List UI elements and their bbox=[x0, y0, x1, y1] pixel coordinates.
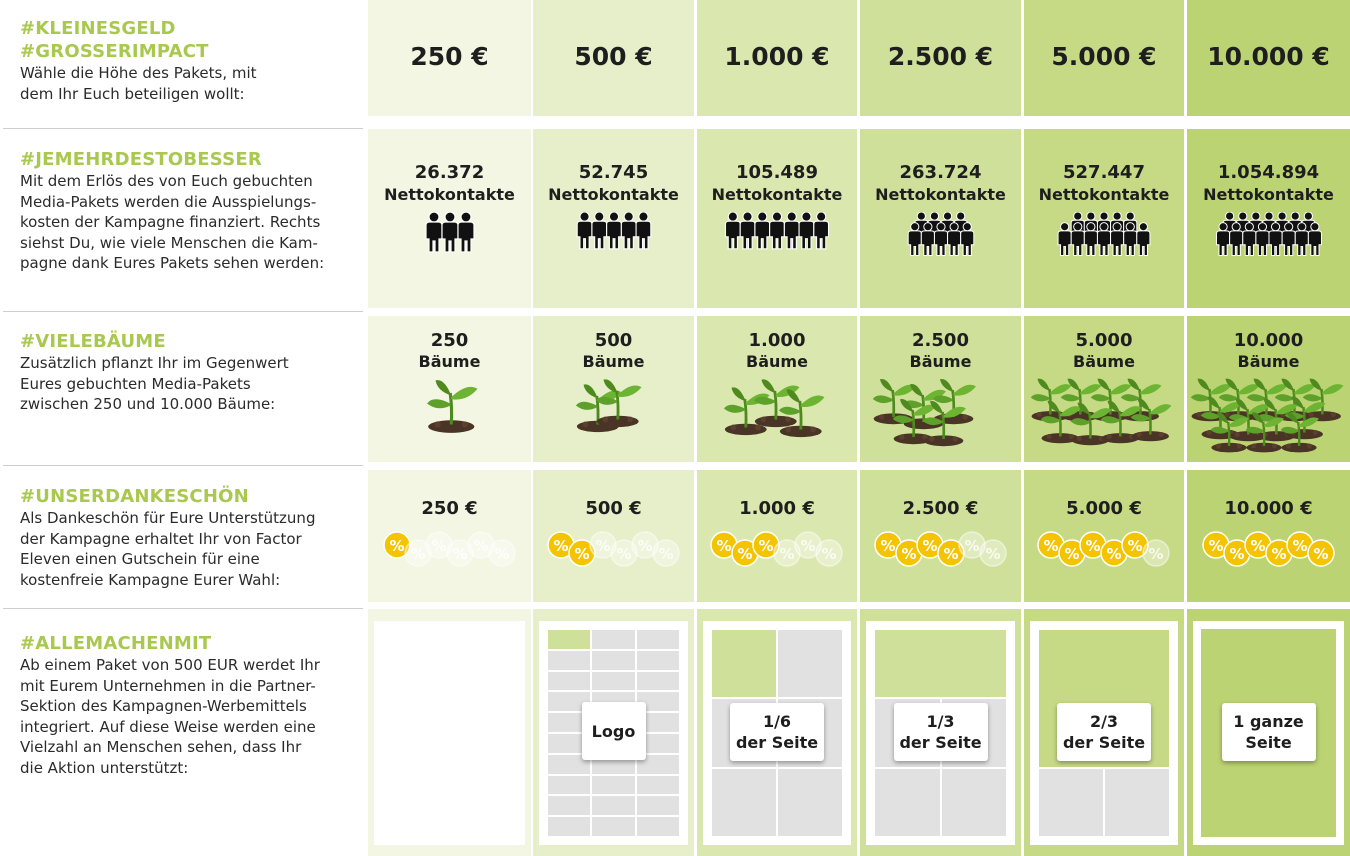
svg-text:%: % bbox=[1085, 537, 1101, 555]
trees-label: Bäume bbox=[1237, 352, 1300, 371]
trees-label: Bäume bbox=[1073, 352, 1135, 371]
svg-text:%: % bbox=[1291, 537, 1308, 555]
placement-label: der Seite bbox=[735, 733, 819, 752]
plant-icon bbox=[533, 372, 694, 466]
svg-text:%: % bbox=[451, 545, 468, 563]
desc-line: Ab einem Paket von 500 EUR werdet Ihr bbox=[20, 656, 320, 674]
placement-label: Logo bbox=[591, 721, 636, 741]
svg-text:%: % bbox=[388, 537, 405, 555]
hashtag-heading: #KLEINESGELD bbox=[20, 18, 176, 39]
svg-text:%: % bbox=[821, 545, 837, 563]
people-icon bbox=[1187, 212, 1350, 286]
grid-slot bbox=[875, 769, 940, 836]
grid-slot bbox=[712, 630, 776, 697]
people-icon bbox=[533, 212, 694, 286]
grid-slot bbox=[592, 630, 634, 649]
voucher-value: 5.000 € bbox=[1066, 498, 1142, 519]
grid-slot bbox=[592, 796, 634, 815]
grid-slot bbox=[778, 630, 842, 697]
svg-text:%: % bbox=[472, 537, 489, 555]
svg-text:%: % bbox=[636, 537, 653, 555]
desc-line: pagne dank Eures Pakets sehen werden: bbox=[20, 254, 325, 272]
trees-label: Bäume bbox=[582, 352, 645, 371]
people-icon bbox=[1024, 212, 1184, 286]
contacts-label: Nettokontakte bbox=[711, 185, 843, 204]
trees-label: Bäume bbox=[418, 352, 481, 371]
trees-count: 5.000 bbox=[1075, 330, 1133, 351]
svg-text:%: % bbox=[1148, 545, 1164, 563]
desc-line: Eleven einen Gutschein für eine bbox=[20, 550, 260, 568]
coupon-icon bbox=[1187, 530, 1350, 574]
contacts-count: 263.724 bbox=[899, 162, 982, 183]
divider bbox=[3, 608, 363, 609]
grid-slot bbox=[592, 651, 634, 670]
people-icon bbox=[368, 212, 531, 286]
svg-text:%: % bbox=[921, 537, 938, 555]
grid-slot bbox=[637, 776, 679, 795]
svg-text:%: % bbox=[657, 545, 674, 563]
desc-line: Eures gebuchten Media-Pakets bbox=[20, 374, 251, 393]
package-price: 500 € bbox=[574, 42, 653, 71]
contacts-count: 52.745 bbox=[578, 162, 649, 183]
desc-line: Zusätzlich pflanzt Ihr im Gegenwert bbox=[20, 354, 289, 372]
svg-text:%: % bbox=[1228, 545, 1245, 563]
voucher-value: 10.000 € bbox=[1224, 498, 1313, 519]
grid-slot bbox=[548, 817, 590, 836]
svg-text:%: % bbox=[409, 545, 426, 563]
svg-text:%: % bbox=[942, 545, 959, 563]
desc-line: siehst Du, wie viele Menschen die Kam- bbox=[20, 233, 318, 252]
trees-label: Bäume bbox=[909, 352, 972, 371]
coupon-icon bbox=[533, 530, 694, 574]
grid-slot bbox=[712, 769, 776, 836]
svg-text:%: % bbox=[737, 545, 753, 563]
divider bbox=[3, 128, 363, 129]
placement-label: 2/3 bbox=[1089, 712, 1119, 731]
contacts-count: 26.372 bbox=[414, 162, 485, 183]
desc-line: Vielzahl an Menschen sehen, dass Ihr bbox=[20, 738, 302, 756]
hashtag-heading: #ALLEMACHENMIT bbox=[20, 633, 212, 654]
contacts-label: Nettokontakte bbox=[1038, 185, 1170, 204]
svg-text:%: % bbox=[1043, 537, 1059, 555]
contacts-label: Nettokontakte bbox=[875, 185, 1006, 204]
placement-label: der Seite bbox=[1062, 733, 1146, 752]
desc-line: integriert. Auf diese Weise werden eine bbox=[20, 717, 316, 736]
grid-slot bbox=[1039, 769, 1103, 836]
hashtag-heading-2: #GROSSERIMPACT bbox=[20, 41, 209, 62]
desc-line: die Aktion unterstützt: bbox=[20, 758, 189, 777]
placement-label: 1/3 bbox=[926, 712, 955, 731]
svg-text:%: % bbox=[963, 537, 980, 555]
svg-text:%: % bbox=[1127, 537, 1143, 555]
package-price: 5.000 € bbox=[1051, 42, 1157, 71]
trees-count: 2.500 bbox=[912, 330, 969, 351]
svg-text:%: % bbox=[594, 537, 611, 555]
package-column bbox=[533, 0, 694, 856]
grid-slot bbox=[592, 672, 634, 691]
row-intro-voucher bbox=[20, 485, 350, 590]
desc-line: zwischen 250 und 10.000 Bäume: bbox=[20, 395, 276, 413]
grid-slot bbox=[942, 769, 1007, 836]
svg-text:%: % bbox=[1249, 537, 1266, 555]
grid-slot bbox=[637, 651, 679, 670]
svg-text:%: % bbox=[1106, 545, 1122, 563]
placement-badge bbox=[894, 703, 988, 761]
contacts-count: 105.489 bbox=[736, 162, 818, 183]
desc-line: kosten der Kampagne finanziert. Rechts bbox=[20, 213, 321, 231]
grid-slot bbox=[637, 672, 679, 691]
svg-text:%: % bbox=[573, 545, 590, 563]
coupon-icon bbox=[1024, 530, 1184, 574]
row-description bbox=[20, 63, 350, 104]
contacts-label: Nettokontakte bbox=[1203, 185, 1334, 204]
package-price: 10.000 € bbox=[1207, 42, 1330, 71]
grid-slot bbox=[548, 776, 590, 795]
grid-slot bbox=[637, 630, 679, 649]
desc-line: der Kampagne erhaltet Ihr von Factor bbox=[20, 529, 302, 548]
svg-text:%: % bbox=[493, 545, 510, 563]
people-icon bbox=[697, 212, 857, 286]
svg-text:%: % bbox=[430, 537, 447, 555]
people-icon bbox=[860, 212, 1021, 286]
desc-line: mit Eurem Unternehmen in die Partner- bbox=[20, 676, 316, 695]
desc-line: Als Dankeschön für Eure Unterstützung bbox=[20, 509, 316, 527]
package-column bbox=[1187, 0, 1350, 856]
package-price: 1.000 € bbox=[724, 42, 830, 71]
row-description bbox=[20, 171, 350, 274]
svg-text:%: % bbox=[1270, 545, 1287, 563]
grid-slot bbox=[1105, 769, 1169, 836]
divider bbox=[3, 465, 363, 466]
hashtag-heading: #VIELEBÄUME bbox=[20, 331, 166, 352]
row-intro-partner bbox=[20, 632, 350, 778]
placement-area bbox=[875, 630, 1006, 697]
coupon-icon bbox=[697, 530, 857, 574]
package-price: 250 € bbox=[410, 42, 489, 71]
package-column bbox=[368, 0, 531, 856]
plant-icon bbox=[1187, 372, 1350, 466]
contacts-label: Nettokontakte bbox=[548, 185, 679, 204]
contacts-count: 527.447 bbox=[1063, 162, 1145, 183]
voucher-value: 1.000 € bbox=[739, 498, 815, 519]
package-price: 2.500 € bbox=[887, 42, 994, 71]
grid-slot bbox=[637, 796, 679, 815]
trees-count: 250 bbox=[430, 330, 469, 351]
grid-slot bbox=[778, 769, 842, 836]
desc-line: Media-Pakets werden die Ausspielungs- bbox=[20, 192, 317, 211]
svg-text:%: % bbox=[758, 537, 774, 555]
row-intro-contacts bbox=[20, 148, 350, 274]
grid-slot bbox=[637, 817, 679, 836]
svg-text:%: % bbox=[984, 545, 1001, 563]
package-column bbox=[1024, 0, 1184, 856]
plant-icon bbox=[368, 372, 531, 466]
grid-slot bbox=[548, 672, 590, 691]
row-intro-package bbox=[20, 17, 350, 104]
hashtag-heading: #UNSERDANKESCHÖN bbox=[20, 486, 249, 507]
desc-line: kostenfreie Kampagne Eurer Wahl: bbox=[20, 570, 281, 589]
desc-line: Wähle die Höhe des Pakets, mit bbox=[20, 64, 257, 82]
placement-badge bbox=[582, 702, 646, 760]
svg-text:%: % bbox=[552, 537, 569, 555]
contacts-count: 1.054.894 bbox=[1217, 162, 1320, 183]
placement-label: der Seite bbox=[899, 733, 982, 752]
placement-badge bbox=[730, 703, 824, 761]
trees-count: 500 bbox=[594, 330, 633, 351]
plant-icon bbox=[860, 372, 1021, 466]
package-column bbox=[697, 0, 857, 856]
contacts-label: Nettokontakte bbox=[384, 185, 515, 204]
plant-icon bbox=[1024, 372, 1184, 466]
placement-label: Seite bbox=[1245, 733, 1292, 752]
coupon-icon bbox=[368, 530, 531, 574]
desc-line: Sektion des Kampagnen-Werbemittels bbox=[20, 697, 307, 715]
trees-count: 1.000 bbox=[748, 330, 806, 351]
placement-badge bbox=[1057, 703, 1151, 761]
svg-text:%: % bbox=[900, 545, 917, 563]
row-description bbox=[20, 508, 350, 590]
trees-label: Bäume bbox=[746, 352, 808, 371]
voucher-value: 250 € bbox=[421, 498, 478, 519]
svg-text:%: % bbox=[779, 545, 795, 563]
placement-label: 1/6 bbox=[762, 712, 792, 731]
svg-text:%: % bbox=[1064, 545, 1080, 563]
grid-slot bbox=[548, 630, 590, 649]
voucher-value: 2.500 € bbox=[902, 498, 979, 519]
svg-text:%: % bbox=[1207, 537, 1224, 555]
voucher-value: 500 € bbox=[585, 498, 642, 519]
svg-text:%: % bbox=[1312, 545, 1329, 563]
grid-slot bbox=[592, 817, 634, 836]
svg-text:%: % bbox=[800, 537, 816, 555]
grid-slot bbox=[548, 651, 590, 670]
placement-label: 1 ganze bbox=[1233, 712, 1304, 731]
grid-slot bbox=[592, 776, 634, 795]
svg-text:%: % bbox=[716, 537, 732, 555]
row-description bbox=[20, 655, 350, 778]
placement-page bbox=[374, 621, 525, 845]
divider bbox=[3, 311, 363, 312]
svg-text:%: % bbox=[879, 537, 896, 555]
plant-icon bbox=[697, 372, 857, 466]
row-intro-trees bbox=[20, 330, 350, 415]
svg-text:%: % bbox=[615, 545, 632, 563]
desc-line: dem Ihr Euch beteiligen wollt: bbox=[20, 84, 245, 103]
desc-line: Mit dem Erlös des von Euch gebuchten bbox=[20, 172, 313, 190]
hashtag-heading: #JEMEHRDESTOBESSER bbox=[20, 149, 262, 170]
placement-badge bbox=[1222, 703, 1316, 761]
trees-count: 10.000 bbox=[1233, 330, 1304, 351]
grid-slot bbox=[548, 796, 590, 815]
coupon-icon bbox=[860, 530, 1021, 574]
row-description bbox=[20, 353, 350, 415]
package-column bbox=[860, 0, 1021, 856]
